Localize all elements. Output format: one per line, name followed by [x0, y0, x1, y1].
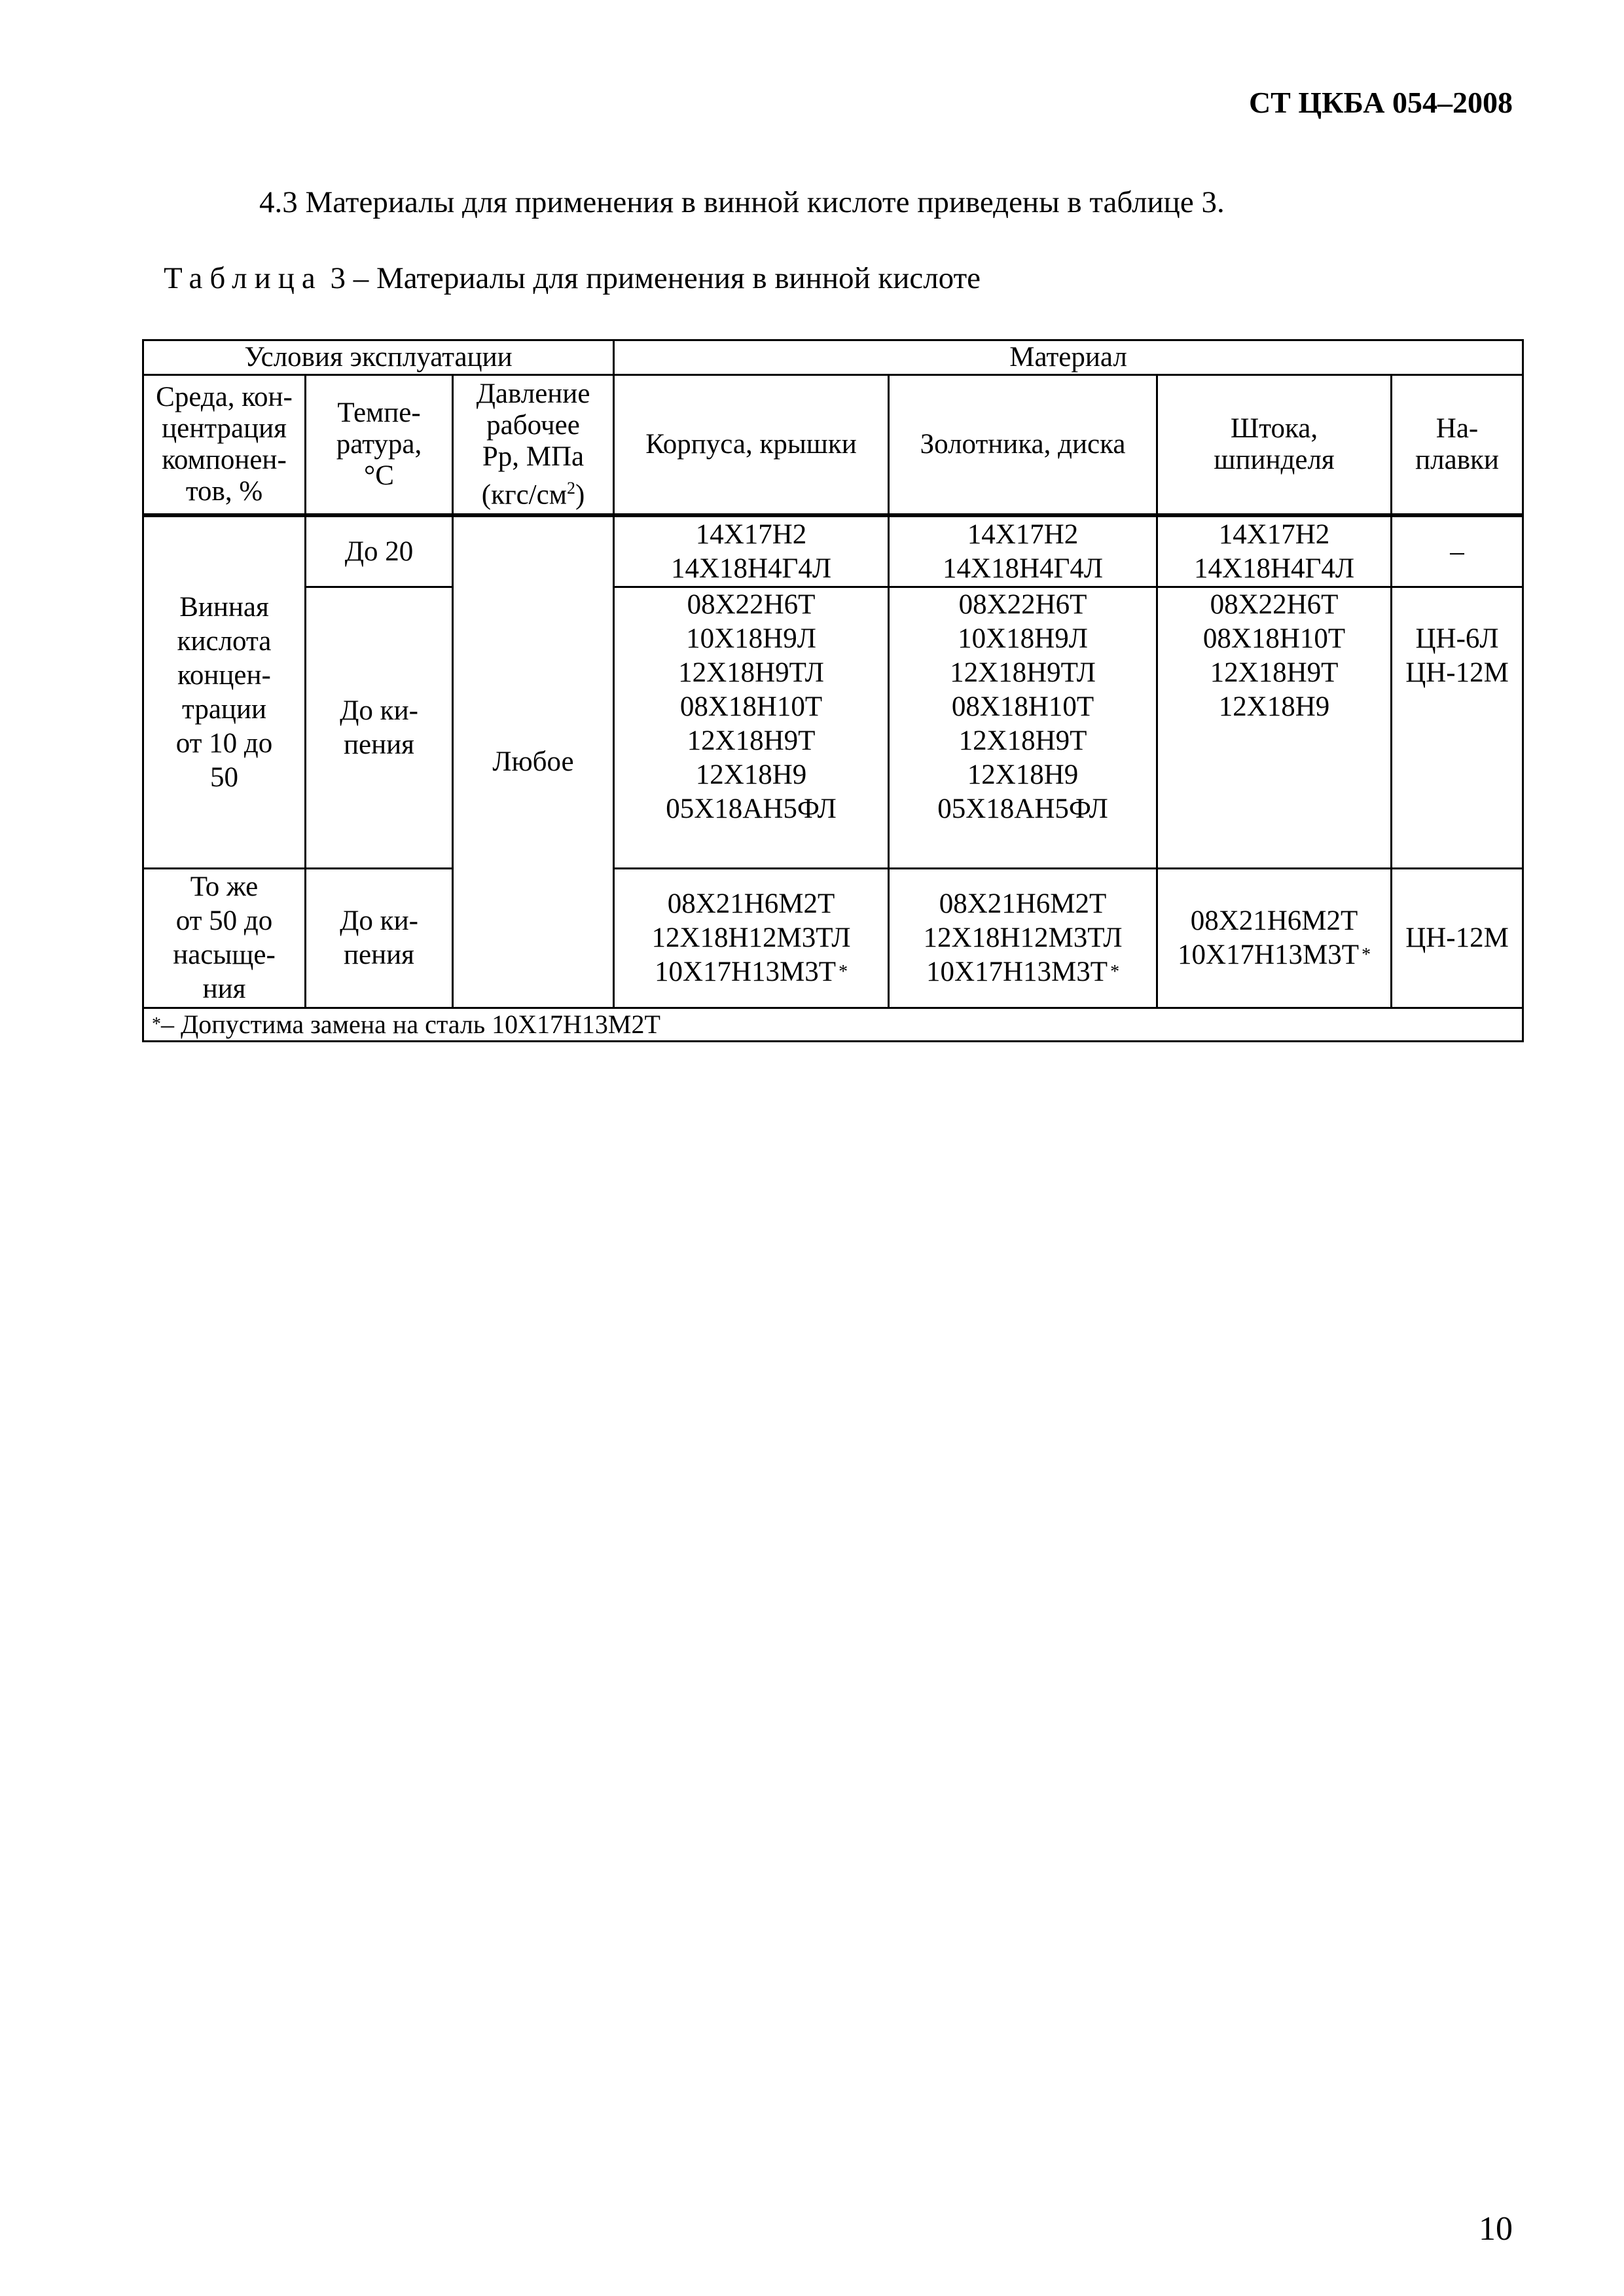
body-material-cell: 08Х22Н6Т 10Х18Н9Л 12Х18Н9ТЛ 08Х18Н10Т 12Х18Н9Т 12Х18Н9 05Х18АН5ФЛ [614, 587, 889, 869]
gate-header: Золотника, диска [889, 375, 1157, 516]
footnote-marker: * [1110, 962, 1120, 982]
temperature-cell: До ки- пения [306, 587, 453, 869]
footnote-marker: * [152, 1014, 161, 1034]
conditions-group-header: Условия эксплуатации [143, 340, 614, 375]
gate-material-cell: 08Х21Н6М2Т 12Х18Н12М3ТЛ 10Х17Н13М3Т * [889, 869, 1157, 1008]
body-header: Корпуса, крышки [614, 375, 889, 516]
temperature-header: Темпе- ратура, °С [306, 375, 453, 516]
stem-material-cell: 14Х17Н2 14Х18Н4Г4Л [1157, 515, 1392, 587]
table-caption-text: 3 – Материалы для применения в винной кислоте [322, 261, 981, 295]
overlay-material-cell: ЦН-12М [1392, 869, 1523, 1008]
stem-material-cell: 08Х21Н6М2Т 10Х17Н13М3Т * [1157, 869, 1392, 1008]
gate-material-cell: 08Х22Н6Т 10Х18Н9Л 12Х18Н9ТЛ 08Х18Н10Т 12Х18Н9Т 12Х18Н9 05Х18АН5ФЛ [889, 587, 1157, 869]
page-number: 10 [1479, 2210, 1513, 2248]
intro-paragraph: 4.3 Материалы для применения в винной кислоте приведены в таблице 3. [259, 185, 1225, 219]
gate-material-cell: 14Х17Н2 14Х18Н4Г4Л [889, 515, 1157, 587]
medium-cell-saturation: То же от 50 до насыще- ния [143, 869, 306, 1008]
stem-material-cell: 08Х22Н6Т 08Х18Н10Т 12Х18Н9Т 12Х18Н9 [1157, 587, 1392, 869]
pressure-cell: Любое [453, 515, 614, 1008]
footnote-marker: * [1362, 945, 1371, 965]
overlay-header: На- плавки [1392, 375, 1523, 516]
table-footnote [143, 1008, 1523, 1042]
temperature-cell: До 20 [306, 515, 453, 587]
footnote-marker: * [839, 962, 848, 982]
medium-header: Среда, кон- центрация компонен- тов, % [143, 375, 306, 516]
overlay-material-cell: – [1392, 515, 1523, 587]
footnote-text: – Допустима замена на сталь 10Х17Н13М2Т [161, 1010, 660, 1039]
materials-table [142, 339, 1524, 1042]
body-material-cell: 14Х17Н2 14Х18Н4Г4Л [614, 515, 889, 587]
material-group-header: Материал [614, 340, 1523, 375]
temperature-cell: До ки- пения [306, 869, 453, 1008]
table-caption [164, 261, 981, 296]
document-code: СТ ЦКБА 054–2008 [1248, 86, 1513, 119]
medium-cell-tartaric: Винная кислота концен- трации от 10 до 50 [143, 515, 306, 869]
pressure-header: Давление рабочее Рр, МПа $(кгс/см^2)$ [453, 375, 614, 516]
body-material-cell: 08Х21Н6М2Т 12Х18Н12М3ТЛ 10Х17Н13М3Т * [614, 869, 889, 1008]
overlay-material-cell: ЦН-6Л ЦН-12М [1392, 587, 1523, 869]
table-caption-label: Таблица [164, 261, 323, 295]
stem-header: Штока, шпинделя [1157, 375, 1392, 516]
